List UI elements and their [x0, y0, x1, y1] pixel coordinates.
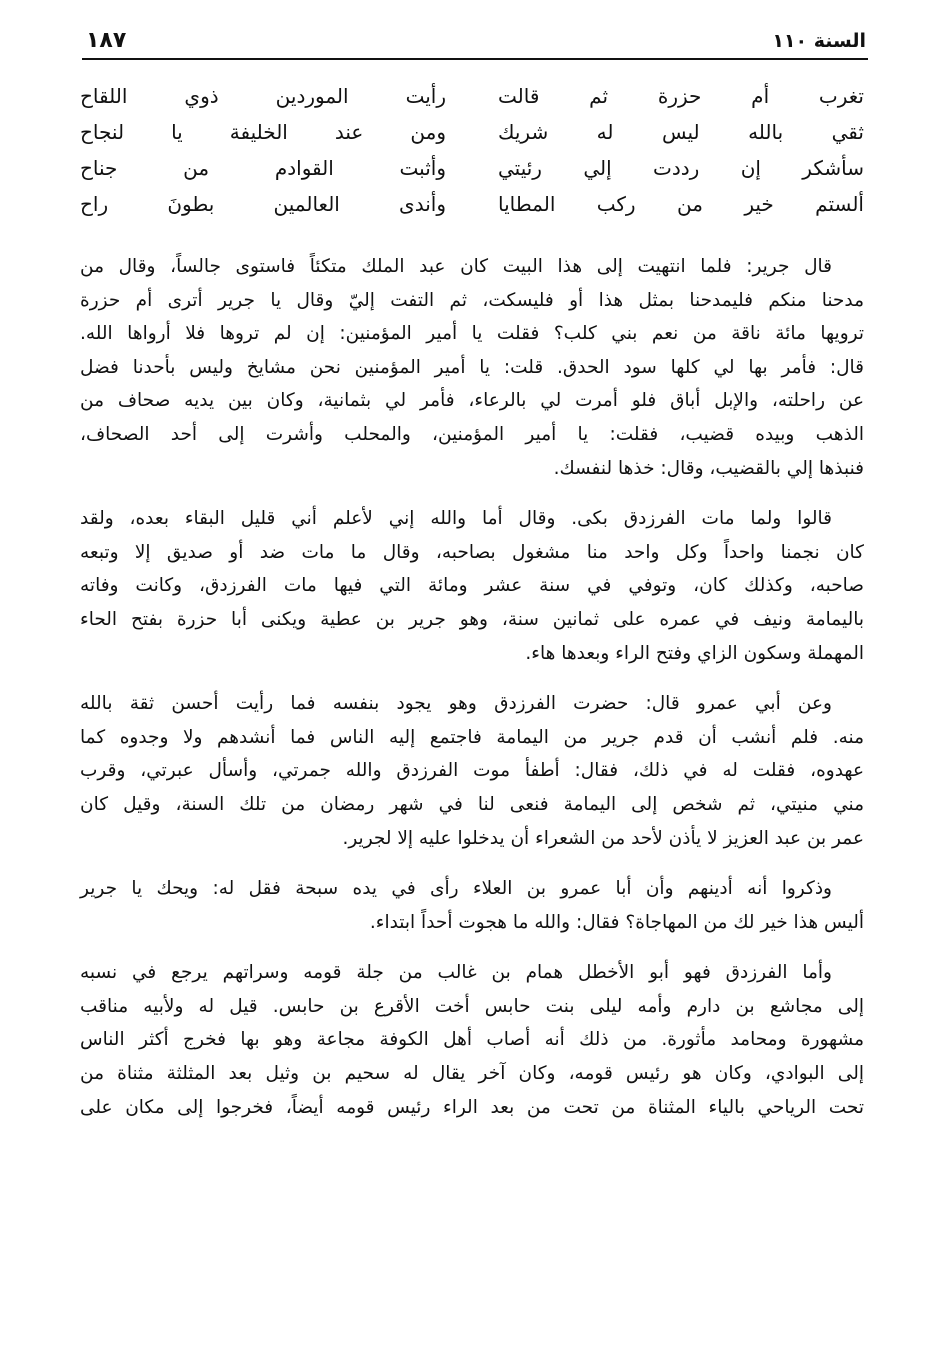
paragraph — [80, 250, 864, 485]
text-line: وعن أبي عمرو قال: حضرت الفرزدق وهو يجود بنفسه فما رأيت أحسن ثقة بالله — [80, 693, 832, 715]
poem — [80, 78, 864, 222]
text-line: عهدوه، فقلت له في ذلك، فقال: أطفأ موت الفرزدق والله جمرتي، وأسأل عبرتي، وقرب — [80, 760, 864, 782]
verse — [80, 186, 864, 222]
text-line: باليمامة ونيف في عمره على ثمانين سنة، وهو جرير بن عطية ويكنى أبا حزرة بفتح الحاء — [80, 608, 864, 630]
paragraph — [80, 956, 864, 1124]
verse-first-hemistich: ثقي بالله ليس له شريك — [498, 120, 864, 144]
verse-first-hemistich: ألستم خير من ركب المطايا — [498, 192, 864, 216]
text-line: عن راحلته، والإبل أباق فلو أمرت لي بالرعاء، فأمر لي بثمانية، وكان بين يديه صحاف من — [80, 390, 864, 412]
text-line: عمر بن عبد العزيز لا يأذن لأحد من الشعراء أن يدخلوا عليه إلا لجرير. — [342, 827, 864, 849]
paragraph — [80, 502, 864, 670]
prose-body — [80, 250, 864, 1141]
verse — [80, 114, 864, 150]
verse-second-hemistich: ومن عند الخليفة يا لنجاح — [80, 120, 446, 144]
page-number: ١٨٧ — [86, 28, 127, 53]
text-line: أليس هذا خير لك من المهاجاة؟ فقال: والله ما هجوت أحداً ابتداء. — [369, 911, 864, 933]
text-line: مني منيتي، ثم شخص إلى اليمامة فنعى لنا في شهر رمضان من تلك السنة، وقيل كان — [80, 793, 864, 815]
text-line: الذهب وبيده قضيب، فقلت: يا أمير المؤمنين، والمحلب وأشرت إلى أحد الصحاف، — [80, 423, 864, 445]
text-line: صاحبه، وكذلك كان، وتوفي في سنة عشر ومائة التي فيها مات الفرزدق، وكانت وفاته — [80, 575, 864, 597]
page-header — [82, 28, 868, 58]
text-line: إلى مجاشع بن دارم وأمه ليلى بنت حابس أخت الأقرع بن حابس. قيل له ولأبيه مناقب — [80, 995, 864, 1017]
verse-second-hemistich: وأثبت القوادم من جناح — [80, 156, 446, 180]
text-line: فنبذها إلي بالقضيب، وقال: خذها لنفسك. — [553, 457, 864, 479]
text-line: إلى البوادي، وكان هو رئيس قومه، وكان آخر يقال له سحيم بن وثيل بعد المثلثة مثناة من — [80, 1063, 864, 1085]
verse — [80, 150, 864, 186]
text-line: وأما الفرزدق فهو أبو الأخطل همام بن غالب من جلة قومه وسراتهم يرجع في نسبه — [80, 962, 832, 984]
text-line: قالوا ولما مات الفرزدق بكى. وقال أما والله إني لأعلم أني قليل البقاء بعده، ولقد — [80, 508, 832, 530]
header-rule — [82, 58, 868, 60]
verse-second-hemistich: وأندى العالمين بطونَ راح — [80, 192, 446, 216]
text-line: تحت الرياحي بالياء المثناة من تحت من بعد الراء رئيس قومه أيضاً، فخرجوا إلى مكان على — [80, 1096, 864, 1118]
text-line: قال جرير: فلما انتهيت إلى هذا البيت كان عبد الملك متكئاً فاستوى جالساً، وقال من — [80, 256, 832, 277]
text-line: مشهورة ومحامد مأثورة. من ذلك أنه أصاب أهل الكوفة مجاعة وهو بها فخرج أكثر الناس — [80, 1029, 864, 1051]
text-line: المهملة وسكون الزاي وفتح الراء وبعدها هاء. — [525, 642, 864, 664]
text-line: قال: فأمر بها لي كلها سود الحدق. قلت: يا أمير المؤمنين نحن مشايخ وليس بأحدنا فضل — [80, 356, 864, 378]
running-title: السنة ١١٠ — [772, 30, 866, 52]
text-line: مدحنا منكم فليمدحنا بمثل هذا أو فليسكت، ثم التفت إليّ وقال يا جرير أترى أم حزرة — [80, 289, 864, 311]
paragraph — [80, 687, 864, 855]
text-line: ترويها مائة ناقة من نعم بني كلب؟ فقلت يا أمير المؤمنين: إن لم تروها فلا أرواها الله. — [80, 323, 864, 345]
text-line: منه. فلم أنشب أن قدم جرير من اليمامة فاجتمع إليه الناس فما أنشدهم ولا وجدوه كما — [80, 726, 864, 748]
verse-first-hemistich: تغرب أم حزرة ثم قالت — [498, 84, 864, 108]
verse — [80, 78, 864, 114]
paragraph — [80, 872, 864, 939]
text-line: وذكروا أنه أدينهم وأن أبا عمرو بن العلاء رأى في يده سبحة فقل له: ويحك يا جرير — [80, 878, 832, 900]
text-line: كان نجمنا واحداً وكل واحد منا مشغول بصاحبه، وقال ما مات ضد أو صديق إلا وتبعه — [80, 541, 864, 563]
verse-second-hemistich: رأيت الموردين ذوي اللقاح — [80, 84, 446, 108]
verse-first-hemistich: سأشكر إن رددت إلي رئيتي — [498, 156, 864, 180]
